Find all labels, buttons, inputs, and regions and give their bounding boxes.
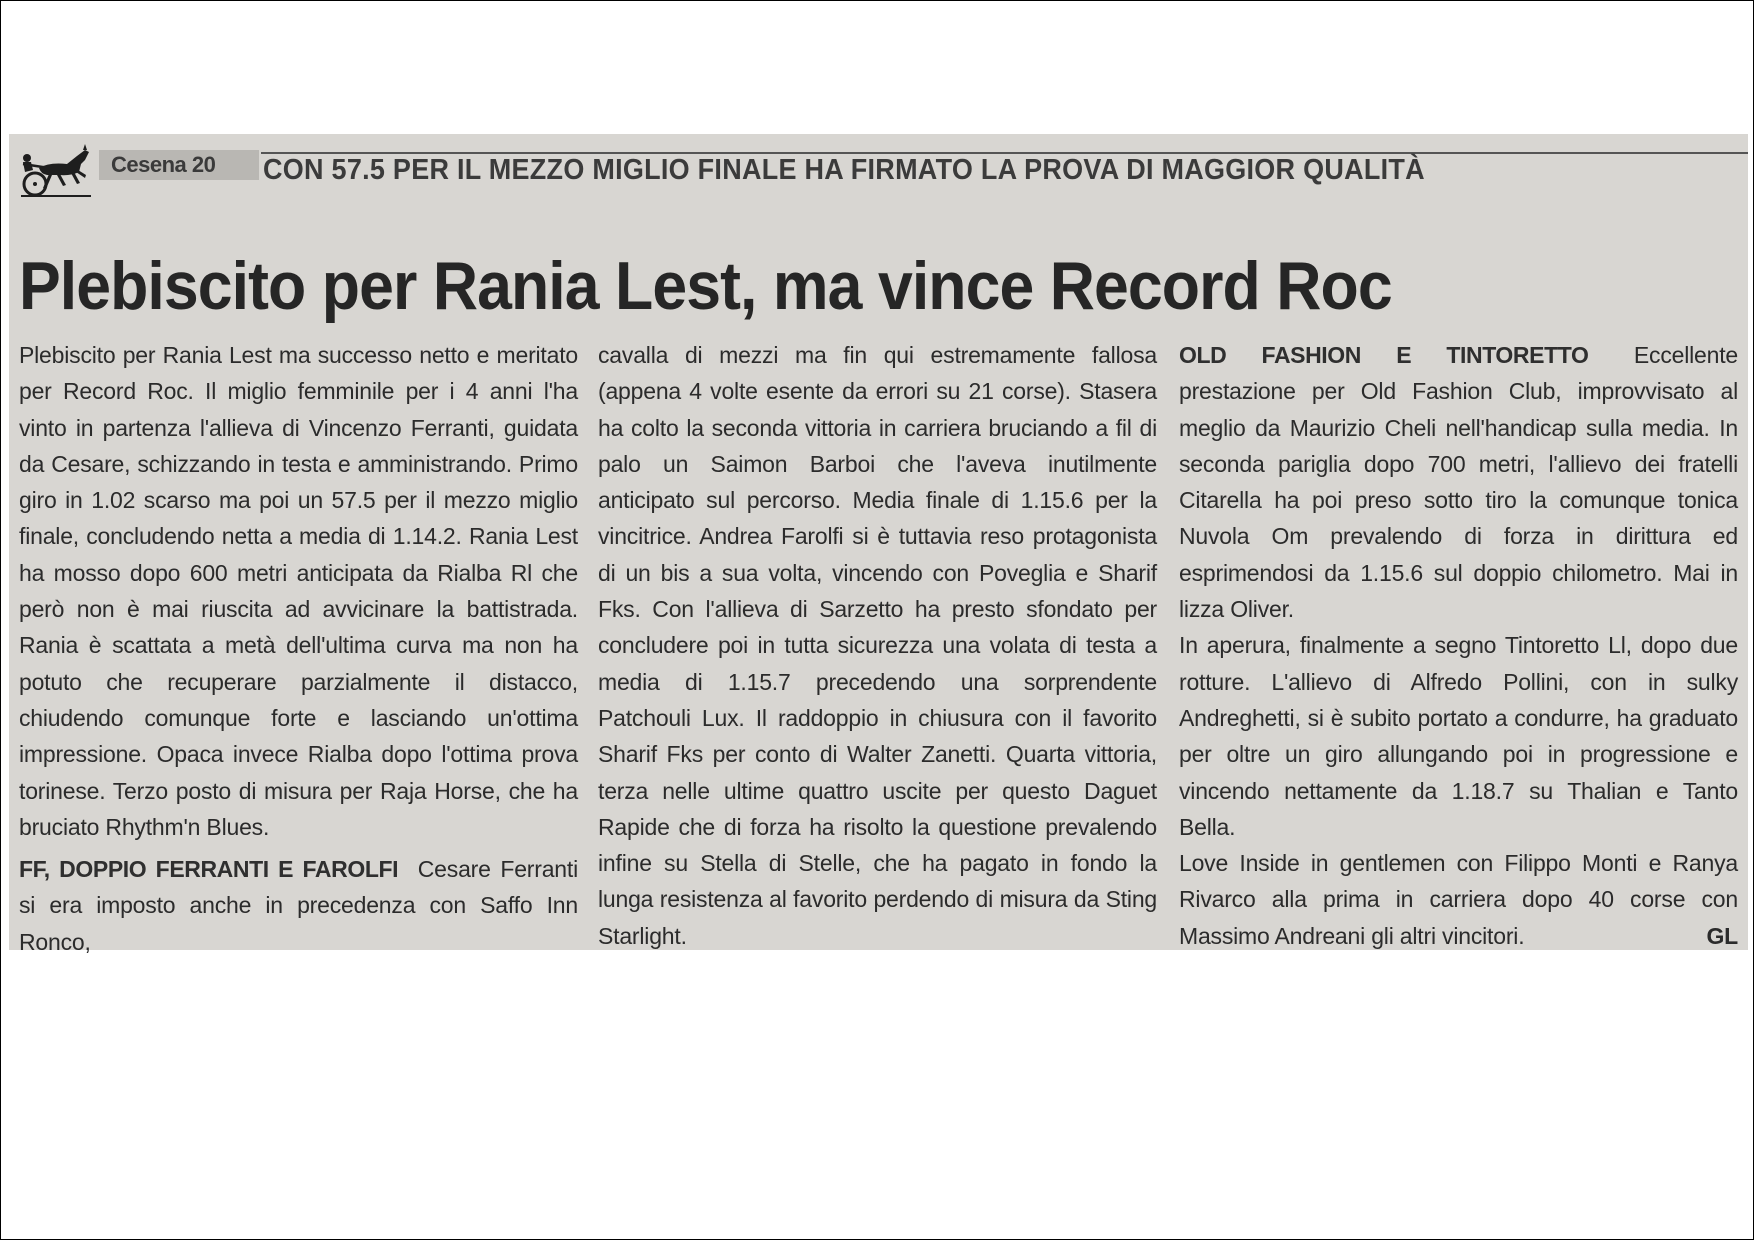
newspaper-clipping	[9, 134, 1748, 955]
paragraph-text: In aperura, finalmente a segno Tintoretto Ll, dopo due rotture. L'allievo di Alfredo Pollini, con in sulky Andreghetti, si è subito portato a condurre, ha graduato per oltre un giro allungando poi in progressione e vincendo nettamente da 1.18.7 su Thalian e Tanto Bella.	[1179, 632, 1738, 840]
paragraph-text: Love Inside in gentlemen con Filippo Monti e Ranya Rivarco alla prima in carriera dopo 40 corse con Massimo Andreani gli altri vincitori.	[1179, 850, 1738, 949]
paragraph-text: Plebiscito per Rania Lest ma successo netto e meritato per Record Roc. Il miglio femminile per i 4 anni l'ha vinto in partenza l'allieva di Vincenzo Ferranti, guidata da Cesare, schizzando in testa e amministrando. Primo giro in 1.02 scarso ma poi un 57.5 per il mezzo miglio finale, concludendo netta a media di 1.14.2. Rania Lest ha mosso dopo 600 metri anticipata da Rialba Rl che però non è mai riuscita ad avvicinare la battistrada. Rania è scattata a metà dell'ultima curva ma non ha potuto che recuperare parzialmente il distacco, chiudendo comunque forte e lasciando un'ottima impressione. Opaca invece Rialba dopo l'ottima prova torinese. Terzo posto di misura per Raja Horse, che ha bruciato Rhythm'n Blues.	[19, 342, 578, 840]
paragraph	[19, 851, 578, 960]
paragraph-text: Cesare Ferranti si era imposto anche in precedenza con Saffo Inn Ronco,	[19, 856, 578, 955]
paragraph	[1179, 627, 1738, 845]
paragraph-text: Eccellente prestazione per Old Fashion Club, improvvisato al meglio da Maurizio Cheli nell'handicap sulla media. In seconda pariglia dopo 700 metri, l'allievo dei fratelli Citarella ha poi preso sotto tiro la comunque tonica Nuvola Om prevalendo di forza in dirittura ed esprimendosi da 1.15.6 sul doppio chilometro. Mai in lizza Oliver.	[1179, 342, 1738, 623]
kicker-row	[9, 144, 1748, 184]
column-3	[1179, 337, 1738, 954]
column-2	[598, 337, 1157, 954]
kicker: CON 57.5 PER IL MEZZO MIGLIO FINALE HA FIRMATO LA PROVA DI MAGGIOR QUALITÀ	[263, 154, 1425, 186]
subhead: OLD FASHION E TINTORETTO	[1179, 342, 1589, 368]
author-signature: GL	[1706, 922, 1738, 949]
section-label: Cesena 20	[99, 150, 259, 180]
article-body	[19, 337, 1739, 955]
paragraph	[1179, 337, 1738, 627]
paragraph-text: cavalla di mezzi ma fin qui estremamente fallosa (appena 4 volte esente da errori su 21 corse). Stasera ha colto la seconda vittoria in carriera bruciando a fil di palo un Saimon Barboi che l'aveva inutilmente anticipato sul percorso. Media finale di 1.15.6 per la vincitrice. Andrea Farolfi si è tuttavia reso protagonista di un bis a sua volta, vincendo con Poveglia e Sharif Fks. Con l'allieva di Sarzetto ha presto sfondato per concludere poi in tutta sicurezza una volata di testa a media di 1.15.7 precedendo una sorprendente Patchouli Lux. Il raddoppio in chiusura con il favorito Sharif Fks per conto di Walter Zanetti. Quarta vittoria, terza nelle ultime quattro uscite per questo Daguet Rapide che di forza ha risolto la questione prevalendo infine su Stella di Stelle, che ha pagato in fondo la lunga resistenza al favorito perdendo di misura da Sting Starlight.	[598, 342, 1157, 949]
trotting-sulky-horse-icon	[19, 142, 99, 200]
paragraph	[19, 337, 578, 845]
paragraph	[598, 337, 1157, 954]
headline: Plebiscito per Rania Lest, ma vince Record Roc	[19, 247, 1392, 324]
column-1	[19, 337, 578, 960]
paragraph	[1179, 845, 1738, 954]
subhead: FF, DOPPIO FERRANTI E FAROLFI	[19, 856, 399, 883]
